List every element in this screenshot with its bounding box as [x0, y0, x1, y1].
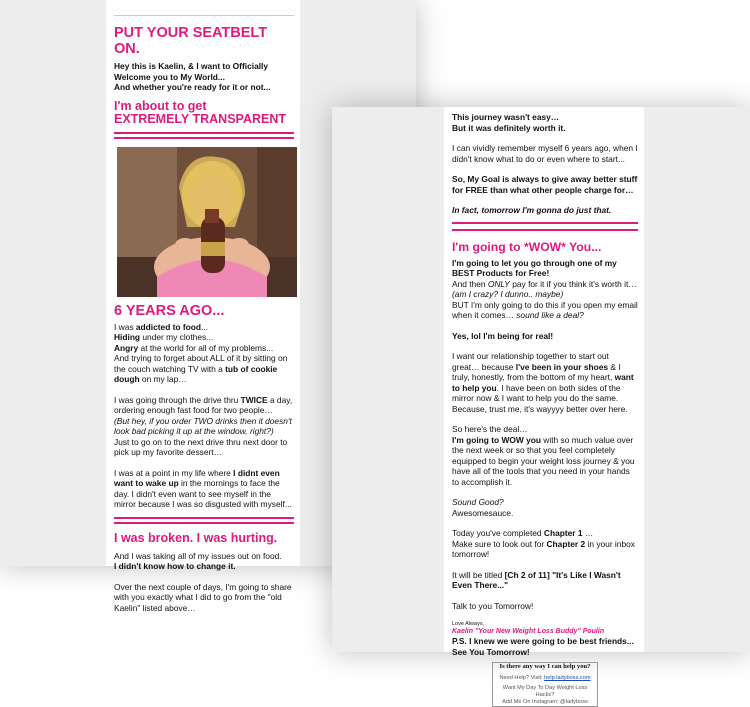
- text-bold: Angry: [114, 342, 139, 353]
- text: under my clothes...: [140, 332, 214, 342]
- text-bold: But it was definitely worth it.: [452, 122, 566, 133]
- intro-line: And whether you're ready for it or not...: [114, 82, 271, 92]
- top-divider: [114, 15, 294, 16]
- help-box: [492, 662, 598, 707]
- text: I was going through the drive thru: [114, 394, 241, 405]
- person-drinking-photo-icon: [117, 147, 297, 297]
- heading-years: 6 YEARS AGO...: [114, 302, 225, 319]
- text-bold: I'm going to WOW you: [452, 434, 541, 445]
- text: Just to go on to the next drive thru next door to pick up my favorite dessert…: [114, 436, 288, 457]
- text-bold: Chapter 2: [546, 538, 586, 549]
- text: Over the next couple of days, I'm going to share with you exactly what I did to go from the "old Kaelin" listed above…: [114, 581, 292, 613]
- text-bold: P.S. I knew we were going to be best friends...: [452, 636, 634, 646]
- heading-line: I'm about to get: [114, 98, 207, 113]
- text: I want our relationship together to start out great… because: [452, 351, 609, 372]
- paragraph: [114, 551, 294, 572]
- paragraph: [452, 174, 638, 195]
- heading-line: EXTREMELY TRANSPARENT: [114, 111, 287, 126]
- paragraph: [114, 582, 294, 614]
- text-bold: I didn't know how to change it.: [114, 561, 236, 571]
- paragraph: [452, 205, 638, 216]
- help-title: Is there any way I can help you?: [499, 663, 591, 670]
- text: in your inbox tomorrow!: [452, 538, 635, 559]
- text-italic: (am I crazy?: [452, 289, 499, 299]
- paragraph: [452, 351, 638, 414]
- paragraph: [452, 258, 638, 321]
- signature-name: Kaelin "Your New Weight Loss Buddy" Poulin: [452, 628, 605, 635]
- help-instagram: [493, 685, 597, 706]
- text: And trying to forget about ALL of it by sitting on the couch watching TV with a: [114, 353, 288, 374]
- text: on my lap…: [139, 374, 187, 384]
- signature: [452, 621, 638, 657]
- text: It will be titled: [452, 569, 505, 580]
- paragraph: [114, 322, 294, 385]
- text: Make sure to look out for: [452, 538, 547, 549]
- help-ig-line: Add Me On Instagram: @ladyboss: [502, 699, 588, 705]
- text: ...: [201, 321, 208, 332]
- paragraph: [114, 468, 294, 510]
- text: So here's the deal…: [452, 424, 528, 434]
- text-bold: tub of cookie dough: [114, 363, 278, 384]
- intro-text: [114, 61, 294, 93]
- text: And then: [452, 278, 488, 289]
- text-italic: sound like a deal?: [516, 310, 584, 320]
- paragraph: [452, 497, 638, 518]
- paragraph: [452, 331, 638, 342]
- help-link[interactable]: help.ladyboss.com: [544, 675, 591, 681]
- heading-wow: I'm going to *WOW* You...: [452, 239, 602, 254]
- text-bold: TWICE: [240, 394, 268, 405]
- text-bold: want to help you: [452, 372, 634, 393]
- text: Talk to you Tomorrow!: [452, 600, 534, 611]
- text: with so much value over the next week or so that you feel completely equipped to begin your weight loss journey & you have all of the tools that you need in your hands to accomplish it.: [452, 434, 635, 487]
- text: I was at a point in my life where: [114, 467, 234, 478]
- text-italic: I dunno.. maybe): [498, 289, 564, 299]
- text: a day, ordering enough fast food for two people…: [114, 394, 293, 415]
- text-bold: See You Tomorrow!: [452, 646, 530, 657]
- text-bold: Chapter 1: [543, 528, 583, 538]
- text-bold: I'm going to let you go through one of my BEST Products for Free!: [452, 257, 617, 278]
- text-bold: Hiding: [114, 332, 141, 342]
- paragraph: [452, 570, 638, 591]
- text-bold: addicted to food: [135, 321, 202, 332]
- text: BUT I'm only going to do this if you open my email when it comes…: [452, 299, 638, 320]
- pink-divider: [114, 517, 294, 519]
- email-panel-wow: [444, 107, 644, 705]
- text: And I was taking all of my issues out on food.: [114, 550, 282, 561]
- text-italic: ONLY: [487, 278, 510, 289]
- text: . I have been on both sides of the mirror now & I want to help you do the same. Because, trust me, it's wayyyy better over here.: [452, 382, 628, 414]
- heading-transparent: [114, 100, 294, 126]
- text-bold-italic: In fact, tomorrow I'm gonna do just that.: [452, 205, 612, 215]
- text: I was: [114, 321, 136, 332]
- text: Awesomesauce.: [452, 507, 514, 518]
- text-bold: Yes, lol I'm being for real!: [452, 330, 554, 341]
- text: at the world for all of my problems...: [138, 342, 274, 353]
- paragraph: [452, 601, 638, 612]
- text: in the mornings to face the day. I didn't even want to see myself in the mirror because I was so disgusted with myself...: [114, 478, 292, 509]
- text: & I truly, honestly, from the bottom of my heart,: [452, 361, 621, 382]
- pink-divider: [452, 229, 638, 231]
- pink-divider: [114, 522, 294, 524]
- text-italic: (But hey, if you order TWO drinks then it doesn't look bad picking it up at the window, right?): [114, 415, 292, 436]
- intro-line: Hey this is Kaelin, & I want to Officially Welcome you to My World...: [114, 61, 269, 82]
- text: I can vividly remember myself 6 years ago, when I didn't know what to do or even where to start...: [452, 143, 638, 164]
- text-italic: Sound Good?: [452, 497, 504, 507]
- text-bold: So, My Goal is always to give away better stuff for FREE than what other people charge for…: [452, 174, 638, 195]
- text-bold: I didnt even want to wake up: [114, 467, 280, 488]
- email-panel-welcome: [106, 0, 300, 613]
- pink-divider: [452, 222, 638, 224]
- text-bold: I've been in your shoes: [515, 361, 609, 372]
- text: pay for it if you think it's worth it…: [509, 278, 637, 289]
- help-need: [493, 674, 597, 682]
- text-bold: This journey wasn't easy…: [452, 112, 560, 122]
- help-ig-line: Want My Day To Day Weight Loss Hacks?: [502, 685, 588, 698]
- photo: [117, 147, 297, 297]
- paragraph: [452, 143, 638, 164]
- paragraph: [452, 528, 638, 560]
- email-title: PUT YOUR SEATBELT ON.: [114, 25, 268, 57]
- pink-divider: [114, 132, 294, 134]
- paragraph: [114, 395, 294, 458]
- signature-love: Love Always,: [452, 621, 485, 627]
- text: Today you've completed: [452, 528, 544, 538]
- paragraph: [452, 112, 638, 133]
- pink-divider: [114, 137, 294, 139]
- heading-broken: I was broken. I was hurting.: [114, 530, 278, 545]
- text-bold: [Ch 2 of 11] "It's Like I Wasn't Even There...": [452, 569, 621, 590]
- paragraph: [452, 424, 638, 487]
- help-label: Need Help? Visit:: [499, 675, 545, 681]
- text: …: [582, 528, 594, 538]
